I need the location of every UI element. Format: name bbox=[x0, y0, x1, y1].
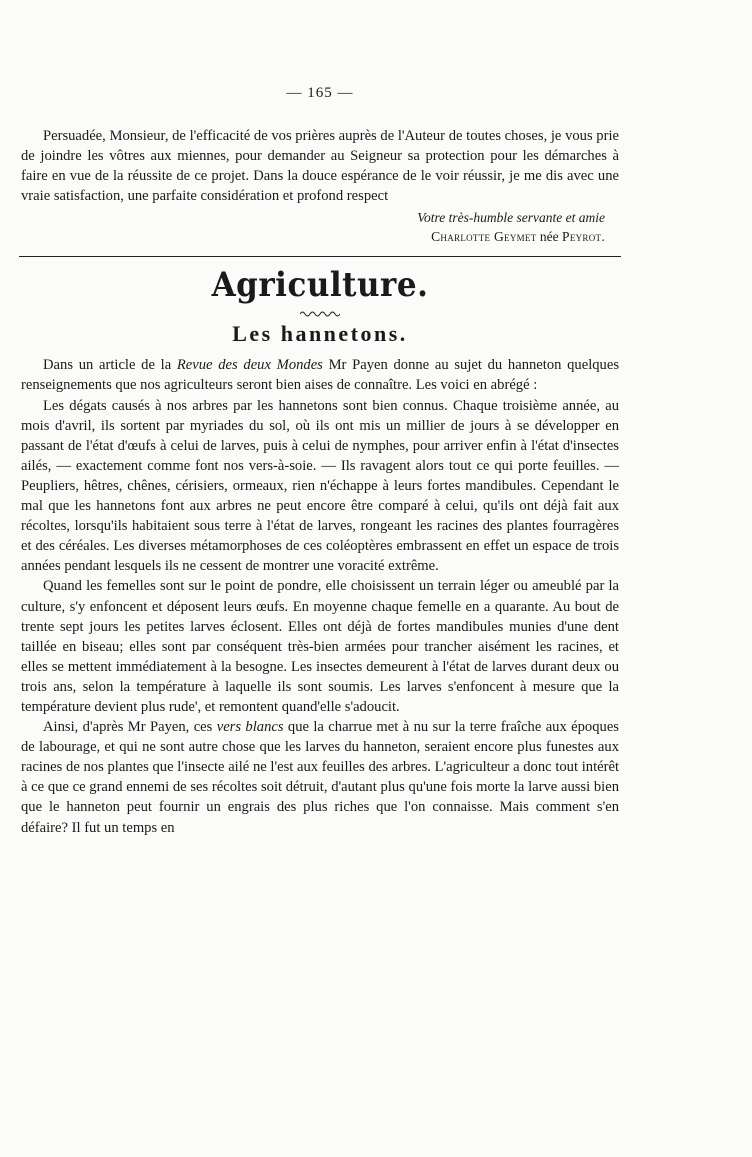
document-page bbox=[21, 85, 619, 838]
signature-maiden-name: Peyrot. bbox=[562, 229, 605, 245]
section-divider bbox=[19, 256, 621, 257]
page-number: — 165 — bbox=[286, 85, 354, 101]
article-paragraph-4: Ainsi, d'après Mr Payen, ces vers blancs que la charrue met à nu sur la terre fraîche aux époques de labourage, et qui ne sont autre chose que les larves du hanneton, seraient encore plus funestes aux racines de nos plantes que l'insecte ailé ne l'est aux feuilles des arbres. L'agriculteur a donc tout intérêt à ce que ce grand ennemi de ses récoltes soit détruit, d'autant plus qu'une fois morte la larve aussi bien que le hanneton peut fournir un engrais des plus riches que l'on connaisse. Mais comment s'en défaire? Il fut un temps en bbox=[21, 719, 619, 836]
letter-paragraph: Persuadée, Monsieur, de l'efficacité de vos prières auprès de l'Auteur de toutes choses, je vous prie de joindre les vôtres aux miennes, pour demander au Seigneur sa protection pour les démarches à faire en vue de la réussite de ce projet. Dans la douce espérance de le voir réussir, je me dis avec une vraie satisfaction, une parfaite considération et profond respect bbox=[21, 128, 619, 205]
letter-closing: Votre très-humble servante et amie bbox=[417, 210, 605, 226]
journal-title: Revue des deux Mondes bbox=[176, 357, 323, 374]
wavy-ornament-icon bbox=[21, 305, 619, 317]
article-paragraph-2: Les dégats causés à nos arbres par les hannetons sont bien connus. Chaque troisième année, au mois d'avril, ils sortent par myriades du sol, où ils ont mis un millier de jours à se développer en passant de l'état d'œufs à celui de larves, puis à celui de nymphes, pour arriver enfin à l'état d'insectes ailés, — exactement comme font nos vers-à-soie. — Ils ravagent alors tout ce qui porte feuilles. — Peupliers, hêtres, chênes, cérisiers, ormeaux, rien n'échappe à leurs fortes mandibules. Cependant le mal que les hannetons font aux arbres ne peut encore être comparé à celui, qu'ils ont déjà fait aux récoltes, lorsqu'ils habitaient sous terre à l'état de larves, rongeant les racines des plantes fourragères et des céréales. Les diverses métamorphoses de ces coléoptères embrassent en effet un espace de trois années pendant lesquels ils ne cessent de montrer une voracité extrême. bbox=[21, 397, 619, 575]
article-paragraph-3: Quand les femelles sont sur le point de pondre, elle choisissent un terrain léger ou ameublé par la culture, s'y enfoncent et déposent leurs œufs. En moyenne chaque femelle en a quarante. Au bout de trente sept jours les petites larves éclosent. Elles ont déjà de fortes mandibules munies d'une dent taillée en biseau; elles sont par conséquent très-bien armées pour trancher aisément les racines, et elles se mettent immédiatement à la besogne. Les insectes demeurent à l'état de larves durant deux ou trois ans, selon la température à laquelle ils sont soumis. Les larves s'enfoncent à mesure que la température devient plus rude', et remontent quand'elle s'adoucit. bbox=[21, 578, 619, 715]
signature-name: Charlotte Geymet bbox=[431, 229, 537, 245]
italic-term: vers blancs bbox=[216, 719, 284, 736]
article-subtitle: Les hannetons. bbox=[232, 321, 408, 347]
signature-line bbox=[21, 227, 605, 246]
signature-nee: née bbox=[536, 229, 563, 245]
section-title: Agriculture. bbox=[211, 265, 429, 306]
article-paragraph-1: Dans un article de la Revue des deux Mondes Mr Payen donne au sujet du hanneton quelques renseignements que nos agriculteurs seront bien aises de connaître. Les voici en abrégé : bbox=[21, 357, 620, 394]
letter-signature bbox=[21, 208, 619, 246]
